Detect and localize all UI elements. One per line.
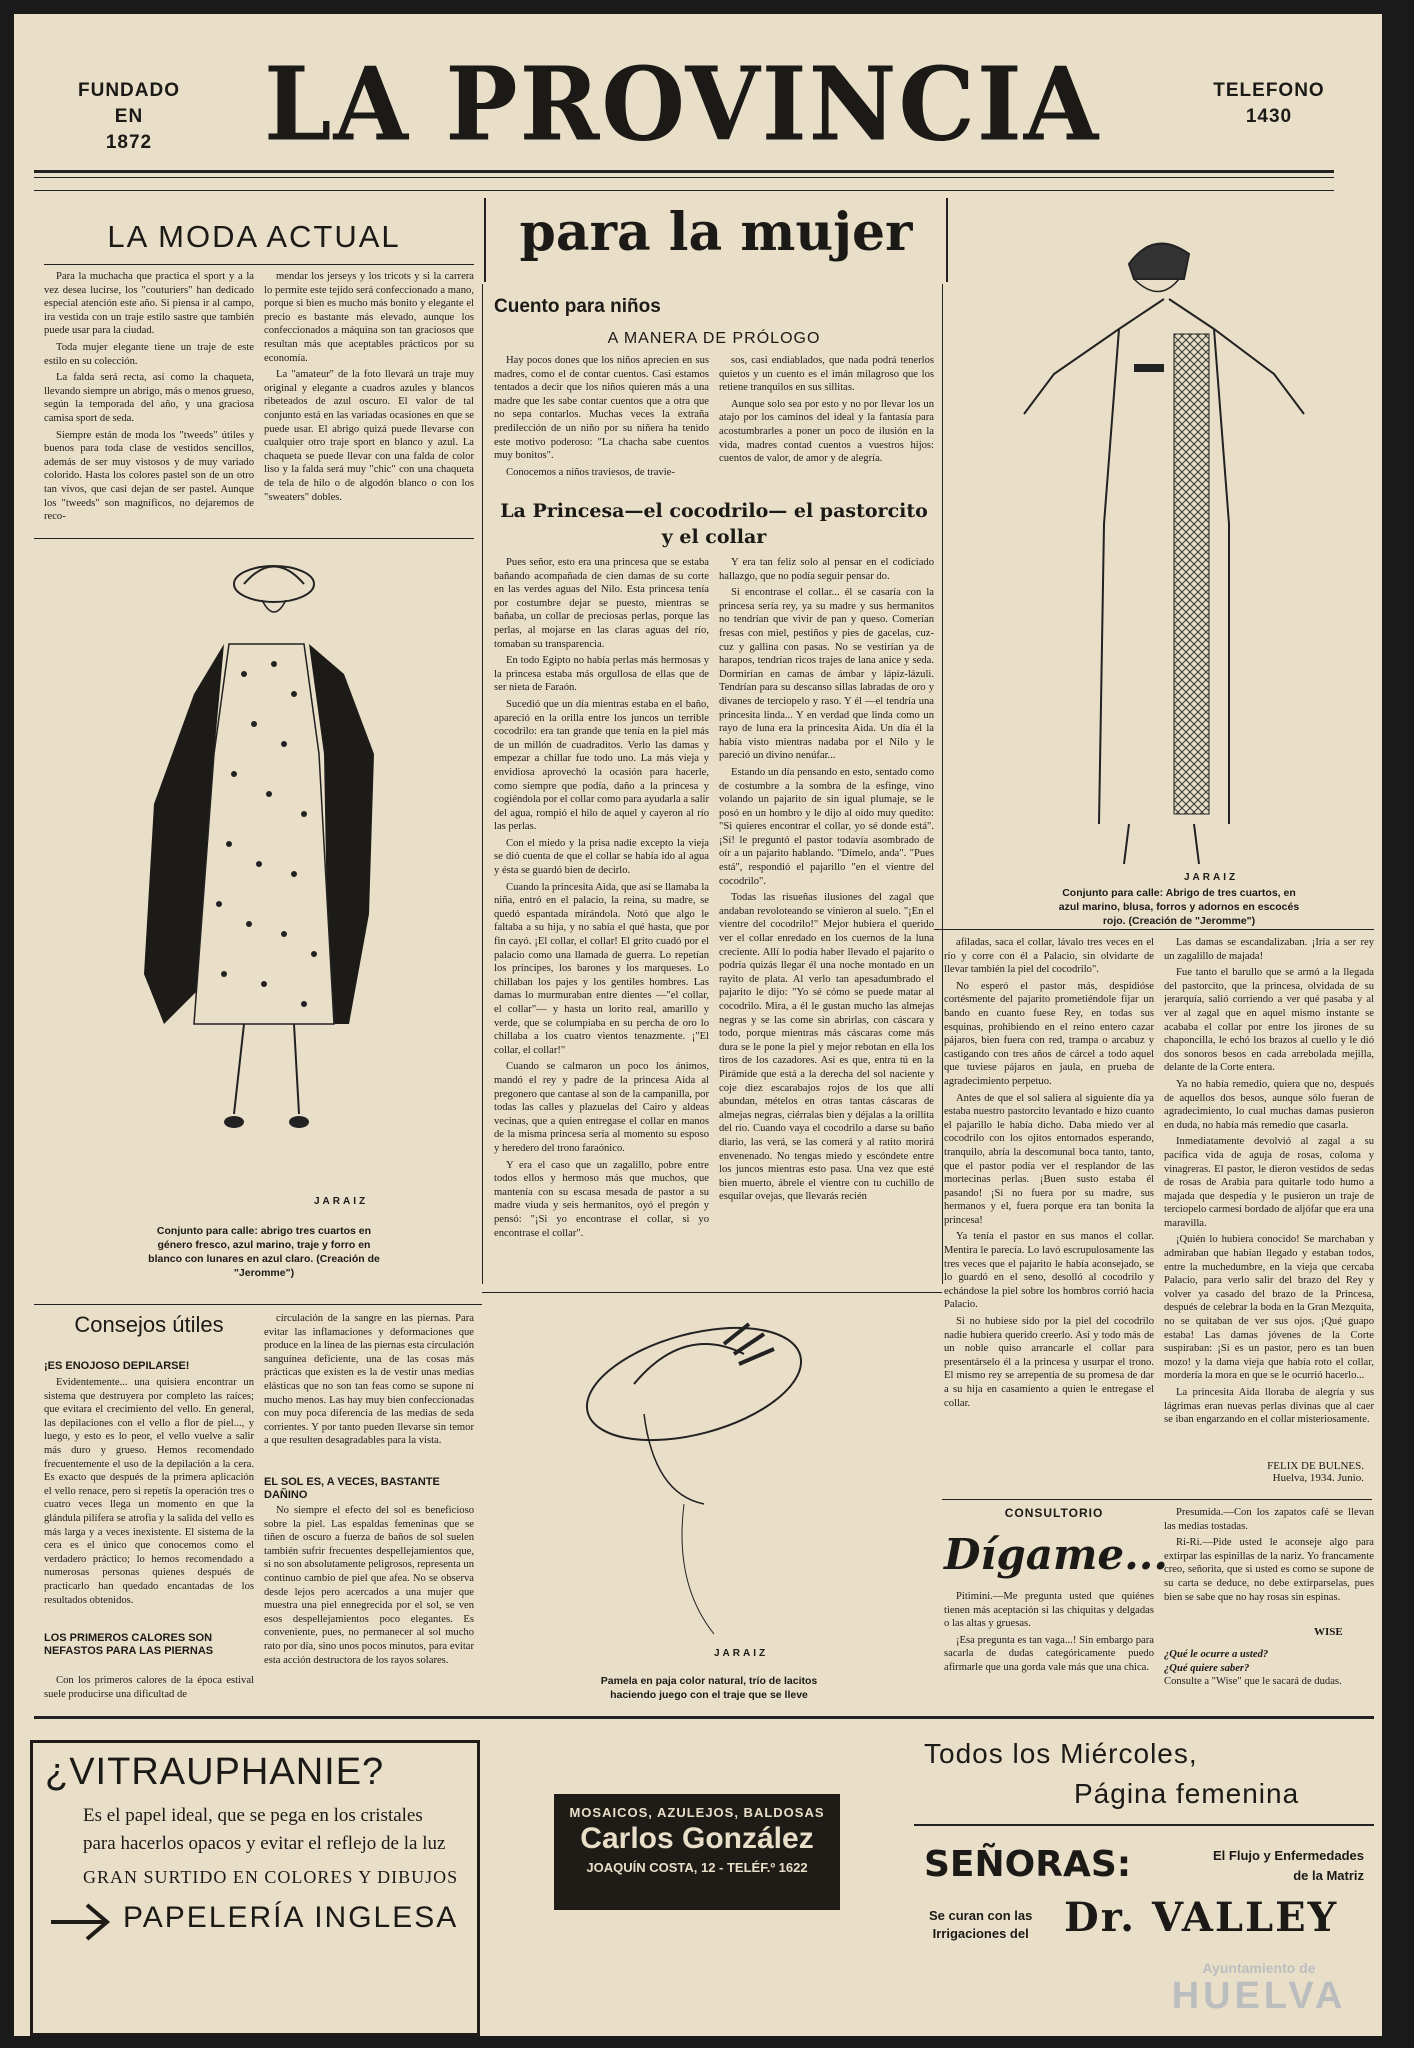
consejos-column-1 [44, 1376, 254, 1626]
consejos-subhead-1: ¡ES ENOJOSO DEPILARSE! [44, 1360, 190, 1372]
paragraph: Aunque solo sea por esto y no por llevar los un atajo por los caminos del ideal y la fantasía para acostumbrarles a poner un poco de ilusión en la vida, madres contad cuentos a vuestros hijos: cuentos de valor, de amor y de alegría. [719, 398, 934, 465]
mosaicos-ad [554, 1794, 840, 1910]
paragraph: ¡Quién lo hubiera conocido! Se marchaban y admiraban que habían llegado y estaban todos, entre la muchedumbre, en la vieja que cercaba Palacio, para verlo salir del brazo del Rey y volver ya casado del brazo de la Princesa, después de celebrar la boda en la Gran Mezquita, no se quitaban de ver sus ojos. ¡Qué guapo estaba! Las damas jóvenes de la Corte suspiraban: ¡Si es un pastor, pero es tan buen mozo! y la dama vieja que había roto el collar, mordería la mora en que se le ocurrió hacerlo... [1164, 1234, 1374, 1382]
paragraph: Con los primeros calores de la época estival suele producirse una dificultad de [44, 1675, 254, 1700]
vitrau-title: ¿VITRAUPHANIE? [45, 1751, 385, 1793]
story-column-1 [494, 556, 709, 1272]
paragraph: Pues señor, esto era una princesa que se estaba bañando acompañada de cien damas de su corte en las verdes aguas del Nilo. Esta princesa tenía por costumbre dejar se puesto, mientras se bañaba, un collar de preciosas perlas, porque las perlas, al mojarse en las claras aguas del río, tomaban su transparencia. [494, 557, 709, 650]
founded-year: 1872 [105, 132, 153, 153]
paragraph: Toda mujer elegante tiene un traje de este estilo en su colección. [44, 341, 254, 367]
illustrator-signature-left: JARAIZ [314, 1196, 369, 1207]
paragraph: Y era tan feliz solo al pensar en el codiciado hallazgo, que no podía seguir pensar do. [719, 557, 934, 582]
paragraph: Siempre están de moda los "tweeds" útiles y buenos para toda clase de vestidos sencillos, además de ser muy vistosos y de muy variado colorido. Hasta los colores pastel son de un otro tan vivos, que casi dejan de ser pastel. Aunque los "tweeds" son magníficos, no dejaremos de reco- [44, 429, 254, 523]
author-place-date: Huelva, 1934. Junio. [1272, 1472, 1364, 1484]
paragraph: Sucedió que un día mientras estaba en el baño, apareció en la orilla entre los juncos un terrible cocodrilo: era tan grande que tenía en la piel más de un millón de cuadraditos. Verlo las damas y empezar a chillar fue todo uno. La más vieja y envidiosa aprovechó la ocasión para hacerle, como siempre que podía, daño a la princesa y cogiéndola por el collar como para ayudarla a salir del agua, rompió el hilo de aquel y cayeron al río las perlas. [494, 698, 709, 833]
paragraph: circulación de la sangre en las piernas. Para evitar las inflamaciones y deformaciones que produce en la línea de las piernas esta circulación sanguínea deficiente, una de las cosas más prácticas que existen es la de vestir unas medias elásticas que no son tan feas como se supone ni mucho menos. Las hay muy bien confeccionadas con muy poca diferencia de las medias de seda corrientes. Y por tanto pueden llevarse sin temor a que resulten desagradables para la vista. [264, 1313, 474, 1447]
valley-pre-1: Se curan con las [929, 1908, 1033, 1923]
column-rule [482, 284, 483, 1284]
consultorio-footer-text: Consulte a "Wise" que le sacará de dudas. [1164, 1676, 1342, 1688]
story-title-line-2: y el collar [661, 526, 767, 548]
cuento-section-title: Cuento para niños [494, 296, 661, 317]
illustrator-signature-hat: JARAIZ [714, 1648, 769, 1659]
ads-top-rule [34, 1716, 1374, 1719]
valley-pre [929, 1907, 1032, 1943]
mosaicos-top: MOSAICOS, AZULEJOS, BALDOSAS [569, 1805, 825, 1820]
vitrau-line-3: GRAN SURTIDO EN COLORES Y DIBUJOS [83, 1867, 459, 1887]
mosaicos-address: JOAQUÍN COSTA, 12 - TELÉF.º 1622 [586, 1860, 808, 1875]
paragraph: No siempre el efecto del sol es beneficioso sobre la piel. Las espaldas femeninas que se tiñen de oscuro a fuerza de baños de sol suelen también sufrir frecuentes despellejamientos que, si no son absolutamente peligrosos, representa un continuo cambio de piel que afea. No se observa desde lejos pero acercados a una mujer que muestra una piel ennegrecida por el sol, se ven esos despellejamientos poco elegantes. Es conveniente, pues, no permanecer al sol mucho rato por día, sino unos pocos minutos, para evitar esta acción destructora de los rayos solares. [264, 1505, 474, 1666]
phone-block [1209, 78, 1329, 130]
newspaper-title: LA PROVINCIA [264, 45, 1101, 164]
story-column-4 [1164, 936, 1374, 1456]
paragraph: Estando un día pensando en esto, sentado como de costumbre a la sombra de la esfinge, vino volando un pajarito de sin igual plumaje, se le posó en un hombro y le dijo al oído muy quedito: "Si quieres encontrar el collar, yo sé donde está". ¡Sí! le preguntó el pastor todavía asombrado de oír a un pajarito hablando. "Dímelo, anda". "Pues está", respondió el pajarillo "en el vientre del cocodrilo". [719, 766, 934, 887]
consultorio-title: Dígame... [944, 1530, 1168, 1579]
vitrau-line-1: Es el papel ideal, que se pega en los cristales [83, 1805, 423, 1826]
moda-title-rule [44, 264, 474, 265]
moda-column-2 [264, 270, 474, 530]
valley-name: Dr. VALLEY [1064, 1894, 1339, 1941]
column-rule [942, 284, 943, 1284]
senoras-subtitle [1144, 1846, 1364, 1886]
consultorio-label: CONSULTORIO [1004, 1506, 1104, 1520]
founded-block [64, 78, 194, 156]
paragraph: La princesita Aida lloraba de alegría y sus lágrimas eran nuevas perlas divinas que al caer se iban engarzando en el collar misteriosamente. [1164, 1387, 1374, 1426]
caption-right: Conjunto para calle: Abrigo de tres cuartos, en azul marino, blusa, forros y adornos en escocés rojo. (Creación de "Jeromme") [1058, 887, 1300, 927]
paragraph: Si encontrase el collar... él se casaría con la princesa sería rey, ya su madre y sus hermanitos no tendrían que vivir de pan y queso. Comerían fresas con miel, pestiños y pies de gacelas, cuz-cuz y gallina con pasas. No se vestirían ya de harapos, tendrían ricos trajes de lana anice y seda. Dormirían en camas de ámbar y lápiz-lázuli. Tendrían para su descanso sillas labradas de oro y divanes de terciopelo y raso. Y él —el tendría una princesita linda... Y en verdad que linda como un rayo de luna era la princesita Aida. Un día él la había visto mientras nadaba por el Nilo y le pareció un divino nenúfar... [719, 587, 934, 762]
masthead-rule-thin [34, 177, 1334, 178]
consultorio-column-1 [944, 1590, 1154, 1700]
phone-label: TELEFONO [1213, 80, 1325, 101]
consejos-subhead-2: LOS PRIMEROS CALORES SON NEFASTOS PARA LAS PIERNAS [44, 1632, 214, 1657]
vitrau-shop: PAPELERÍA INGLESA [123, 1901, 459, 1934]
senoras-title: SEÑORAS: [924, 1844, 1132, 1885]
femenina-line-1: Todos los Miércoles, [924, 1738, 1198, 1769]
founded-label: FUNDADO EN [78, 80, 180, 127]
hat-rule [482, 1292, 942, 1293]
paragraph: Ri-Ri.—Pide usted le aconseje algo para extirpar las espinillas de la nariz. Yo francamente creo, señorita, que si usted es como se supone de su carta se deduce, no debe extirparselas, pues bien se sabe que no hay rosas sin espinas. [1164, 1537, 1374, 1603]
paragraph: sos, casi endiablados, que nada podrá tenerlos quietos y un cuento es el imán milagroso que los retiene tranquilos en sus sillitas. [719, 355, 934, 394]
paragraph: No esperó el pastor más, despidióse cortésmente del pajarito prometiéndole fijar un bando en cuanto fuese Rey, en todas sus esquinas, prohibiendo en el reino entero cazar pájaros, bien fuera con red, trampa o arcabuz y castigando con tres años de cárcel a todo aquel que tuviese pájaros en jaula, en prueba de agradecimiento perpetuo. [944, 980, 1154, 1087]
moda-title: LA MODA ACTUAL [107, 219, 401, 254]
fashion-illustration-right [1014, 224, 1314, 864]
story-title [494, 498, 934, 550]
paragraph: afiladas, saca el collar, lávalo tres veces en el río y corre con él a Palacio, sin olvidarte de llevar también la piel del cocodrilo". [944, 937, 1154, 976]
paragraph: Cuando la princesita Aida, que así se llamaba la niña, entró en el palacio, la reina, su madre, se quedó espantada mirándola. Notó que algo le faltaba a su hija, y no sabía el qué hasta, que por fin cayó. ¡El collar, el collar! El grito cuadó por el palacio como una llamada de guerra. Lo repetían los príncipes, los barones y los marqueses. Lo chillaban los pajes y los gentiles hombres. Las damas lo murmuraban entre dientes —"el collar, el collar"— y hasta un lorito real, amarillo y verde, que se columpiaba en su percha de oro lo chillaba a los cuatro vientos tenazmente. ¡"El collar, el collar!" [494, 881, 709, 1056]
paragraph: Si no hubiese sido por la piel del cocodrilo nadie hubiera querido creerlo. Así y todo más de un noble quiso arrancarle el collar para presentárselo él a la princesa y usurpar el trono. El mismo rey se arrepentía de su promesa de dar a su hija en casamiento a quien le entregase el collar. [944, 1316, 1154, 1409]
paragraph: Cuando se calmaron un poco los ánimos, mandó el rey y padre de la princesa Aida al pregonero que cantase al son de la campanilla, por todas las calles y plazuelas del Cairo y aldeas vecinas, que a quien entregase el collar en manos de la misma princesa sería al momento su esposo y heredero del trono faraónico. [494, 1061, 709, 1154]
masthead-rule [34, 170, 1334, 173]
paragraph: Evidentemente... una quisiera encontrar un sistema que destruyera por completo las raíces; que evitara el crecimiento del vello. En general, las depilaciones con el vello a flor de piel..., y luego, y esto es lo peor, el vello vuelve a salir más duro y grueso. Hemos recomendado frecuentemente el uso de la depilación a la cera. Es exacto que después de la primera aplicación el vello renace, pero si repetís la operación tres o cuatro veces llega un momento en que la glándula pilífera se atrofia y la salida del vello es más larga y a veces inexistente. El sistema de la cera es el único que conocemos como el verdadero práctico; lo hemos recomendado a numerosas personas quienes después de practicarlo han quedado encantadas de los resultados obtenidos. [44, 1377, 254, 1606]
vitrau-line-2: para hacerlos opacos y evitar el reflejo de la luz [83, 1833, 446, 1854]
moda-bottom-rule [34, 538, 474, 539]
watermark-line-2: HUELVA [1171, 1975, 1347, 2017]
consultorio-author: WISE [1314, 1626, 1343, 1638]
archive-watermark [1154, 1960, 1364, 2016]
consultorio-column-2 [1164, 1506, 1374, 1626]
consejos-column-1b [44, 1674, 254, 1704]
consejos-rule [34, 1304, 482, 1305]
fashion-illustration-left [134, 554, 394, 1194]
story-signature [1194, 1460, 1364, 1484]
senoras-sub-1: El Flujo y Enfermedades [1213, 1848, 1364, 1863]
vitrauphanie-ad [30, 1740, 480, 2036]
paragraph: Fue tanto el barullo que se armó a la llegada del pastorcito, que la princesa, olvidada de su jerarquía, salió corriendo a ver qué pasaba y al ver al zagal que en aquel mismo instante se acababa el collar por entre los jirones de su chaponcilla, le echó los brazos al cuello y le dió dos sonoros besos en cada arrebolada mejilla, delante de la Corte entera. [1164, 967, 1374, 1074]
femenina-rule [914, 1824, 1374, 1826]
paragraph: Ya tenía el pastor en sus manos el collar. Mentira le parecía. Lo lavó escrupulosamente las tres veces que el pajarito le había aconsejado, se lo guardó en el seno, desolló al cocodrilo y echándose la piel sobre los hombros corrió hacia Palacio. [944, 1231, 1154, 1311]
hat-illustration [574, 1304, 854, 1644]
illustrator-signature-right: JARAIZ [1184, 872, 1239, 883]
caption-left: Conjunto para calle: abrigo tres cuartos en género fresco, azul marino, traje y forro en blanco con lunares en azul claro. (Creación de "Jeromme") [148, 1225, 380, 1279]
consejos-subhead-3: EL SOL ES, A VECES, BASTANTE DAÑINO [264, 1476, 440, 1501]
paragraph: Con el miedo y la prisa nadie excepto la vieja se dió cuenta de que el collar se había ido al agua y ésta se guardó bien de decirlo. [494, 837, 709, 877]
prologue-title: A MANERA DE PRÓLOGO [607, 330, 821, 347]
paragraph: Presumida.—Con los zapatos café se llevan las medias tostadas. [1164, 1507, 1374, 1532]
paragraph: Antes de que el sol saliera al siguiente día ya estaba nuestro pastorcito levantado e hizo cuanto el pajarillo le había dicho. Daba miedo ver al cocodrilo con los ojitos entornados esperando, tranquilo, abría la descomunal boca tanto, tanto, que el pastor podía ver el resplandor de las mortecinas perlas. ¡Buen susto estaba él pasando! ¡Si no fuera por su madre, sus hermanos y el, fuera porque era tan bonita la princesa! [944, 1092, 1154, 1226]
prologue-column-1 [494, 354, 709, 479]
paragraph: Hay pocos dones que los niños aprecien en sus madres, como el de contar cuentos. Casi estamos tentados a decir que los niños quieren más a una madre que les sabe contar cuentos que a otra que no sepa contarlos. Muchas veces la extraña predilección de un niño por su niñera ha tenido este motivo poderoso: "La chacha sabe cuentos muy bonitos". [494, 355, 709, 462]
caption-hat: Pamela en paja color natural, trío de lacitos haciendo juego con el traje que se lleve [600, 1675, 818, 1701]
consultorio-footer [1164, 1648, 1374, 1689]
consejos-column-2 [264, 1312, 474, 1472]
arrow-right-icon [47, 1897, 117, 1947]
mosaicos-name: Carlos González [580, 1822, 814, 1855]
paragraph: mendar los jerseys y los tricots y si la carrera lo permite este tejido será confeccionado a mano, porque si bien es mucho más bonito y elegante el precio es bastante más elevado, aunque los confeccionados a máquina son tan graciosos que resultan más que aceptables prácticos por su economía. [264, 271, 474, 364]
paragraph: La "amateur" de la foto llevará un traje muy original y elegante a cuadros azules y blancos ribeteados de azul oscuro. El valor de tal conjunto está en las variadas ocasiones en que se puede usar. El abrigo quizá puede llevarse con cualquier otro traje sport en blanco y azul. La chaqueta se puede llevar con una falda de color liso y la falda será muy "chic" con una chaqueta de tela de hilo o de algodón blanco o con los "sweaters" dobles. [264, 369, 474, 503]
story-title-line-1: La Princesa—el cocodrilo— el pastorcito [500, 500, 928, 522]
consejos-title: Consejos útiles [74, 1312, 224, 1337]
consultorio-rule [942, 1499, 1372, 1500]
paragraph: Para la muchacha que practica el sport y a la vez desea lucirse, los "couturiers" han dedicado especial atención este año. Si piensa ir al campo, ira vestida con un traje estilo sastre que también puede usar para la ciudad. [44, 271, 254, 337]
valley-pre-2: Irrigaciones del [932, 1926, 1029, 1941]
newspaper-page [14, 14, 1382, 2036]
section-title-box [484, 198, 948, 282]
question-1: ¿Qué le ocurre a usted? [1164, 1649, 1269, 1660]
author-name: FELIX DE BULNES. [1267, 1460, 1364, 1472]
paragraph: Conocemos a niños traviesos, de travie- [506, 466, 675, 478]
paragraph: Inmediatamente devolvió al zagal a su pacífica vida de aguja de rosas, coloma y vinagreras. El pastor, le dieron vestidos de sedas de rosas de Arabia para quitarle todo humo a majada que despedía y le pusieron un traje de terciopelo carmesí bordado de aljófar que era una maravilla. [1164, 1136, 1374, 1229]
paragraph: La falda será recta, así como la chaqueta, llevando siempre un abrigo, más o menos grueso, según la temporada del año, y una graciosa camisa sport de seda. [44, 372, 254, 424]
watermark-line-1: Ayuntamiento de [1202, 1960, 1316, 1976]
section-title: para la mujer [519, 202, 913, 263]
paragraph: En todo Egipto no había perlas más hermosas y la princesa estaba más orgullosa de ellas que de ser nieta de Faraón. [494, 655, 709, 694]
story-column-3 [944, 936, 1154, 1496]
consejos-column-2b [264, 1504, 474, 1704]
story-continuation-rule [934, 929, 1374, 930]
moda-column-1 [44, 270, 254, 530]
section-rule [34, 190, 1334, 191]
paragraph: ¡Esa pregunta es tan vaga...! Sin embargo para sacarla de dudas categóricamente puedo afirmarle que una gorda vale más que una chica. [944, 1634, 1154, 1673]
prologue-column-2 [719, 354, 934, 479]
paragraph: Las damas se escandalizaban. ¡Iría a ser rey un zagalillo de majada! [1164, 937, 1374, 962]
paragraph: Ya no había remedio, quiera que no, después de aquellos dos besos, aunque sólo fueran de agradecimiento, lo cual muchas damas pusieron en duda, no había más remedio que casarla. [1164, 1078, 1374, 1131]
paragraph: Todas las risueñas ilusiones del zagal que andaban revoloteando se vinieron al suelo. "¡En el vientre del cocodrilo!" Mejor hubiera el querido ver el collar enredado en los cuernos de la luna creciente. Allí lo podía haber llevado el pajarito o podría quizás llegar él una noche montado en un rayito de plata. Al verlo tan apesadumbrado el pajarito le dijo: "Yo sé cómo se puede matar al cocodrilo. Mira, a él le gustan mucho las almejas negras y se las come sin abrirlas, con cáscara y todo, porque mientras más cáscaras come más dura se le pone la piel y mejor rebotan en ella los tiros de los cazadores. Así es que, entra tú en la Pirámide que está a la derecha del sol naciente y coje diez escarabajos rojos de los que allí abundan, mételos en otras tantas cáscaras de almejas negras, ciérralas bien y déjalas a la orillita del río. Cuando vaya el cocodrilo a darse su baño diario, las verá, se las comerá y al ratito morirá envenenado. No tengas miedo y escóndete entre los juncos mientras esto pasa. Una vez que esté bien muerto, ábrele el vientre con tu cuchillo de esquilar ovejas, que llevarás recién [719, 892, 934, 1203]
paragraph: Y era el caso que un zagalillo, pobre entre todos ellos y hermoso más que muchos, que mantenía con su escasa mesada de pastor a su madre viuda y seis hermanitos, oyó el pregón y pensó: "¡Si yo encontrase el collar, si yo encontrase el collar". [494, 1159, 709, 1239]
phone-number: 1430 [1245, 106, 1293, 127]
question-2: ¿Qué quiere saber? [1164, 1662, 1250, 1674]
senoras-sub-2: de la Matriz [1293, 1868, 1364, 1883]
paragraph: Pitimini.—Me pregunta usted que quiénes tienen más aceptación si las chiquitas y delgadas o las altas y gruesas. [944, 1591, 1154, 1630]
story-column-2 [719, 556, 934, 1272]
femenina-line-2: Página femenina [1074, 1778, 1300, 1809]
